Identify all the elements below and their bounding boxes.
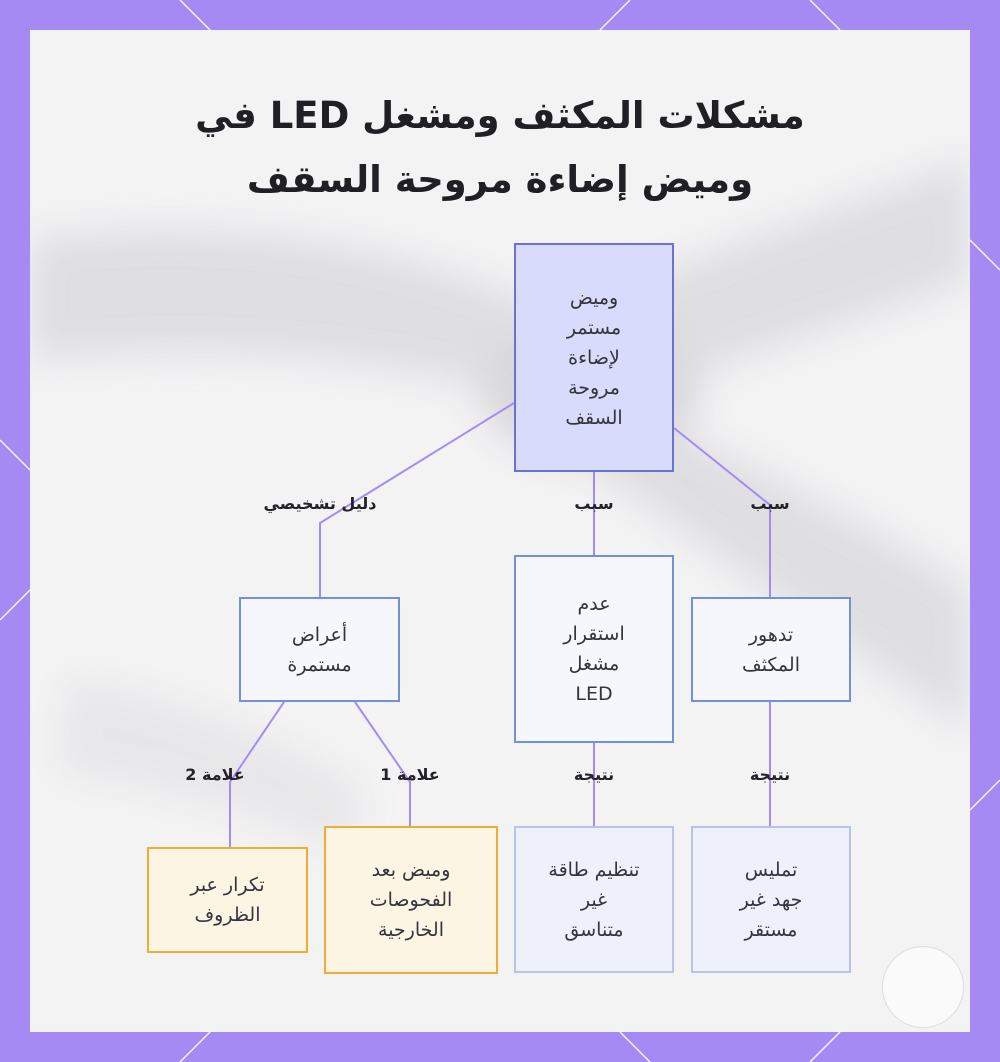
node-driver-line: استقرار	[563, 623, 625, 645]
edge-label-result-driver: نتيجة	[573, 765, 615, 784]
node-root-line: لإضاءة	[568, 346, 620, 369]
node-capacitor-degradation	[691, 597, 851, 702]
node-symptoms-line: أعراض	[291, 623, 348, 646]
node-recurrence-line: تكرار عبر	[190, 874, 265, 896]
node-driver-line: عدم	[577, 593, 611, 615]
node-driver-line: مشغل	[568, 653, 620, 675]
node-persistent-symptoms	[239, 597, 400, 702]
diagram-canvas	[30, 30, 970, 1032]
node-capacitor-line: تدهور	[748, 623, 794, 646]
node-root-line: وميض	[569, 286, 619, 309]
node-led-driver-instability	[514, 555, 674, 743]
node-recurrence-line: الظروف	[194, 904, 261, 926]
node-flicker-after-external-checks	[324, 826, 498, 974]
edge-label-cause-capacitor: سبب	[750, 494, 790, 513]
edge-root-to-capacitor	[674, 428, 770, 598]
node-power-line: تنظيم طاقة	[548, 858, 640, 881]
node-voltage-line: مستقر	[744, 918, 798, 941]
title-line-2: وميض إضاءة مروحة السقف	[246, 158, 754, 201]
node-root-flicker	[514, 243, 674, 472]
node-capacitor-line: المكثف	[742, 653, 800, 676]
node-inconsistent-power-regulation	[514, 826, 674, 973]
edge-label-cause-driver: سبب	[574, 494, 614, 513]
node-power-line: غير	[580, 888, 608, 911]
node-root-line: السقف	[565, 406, 623, 429]
node-driver-line: LED	[575, 683, 613, 705]
title-line-1: مشكلات المكثف ومشغل LED في	[195, 94, 805, 137]
node-after-checks-line: الفحوصات	[369, 889, 453, 911]
edge-label-result-capacitor: نتيجة	[749, 765, 791, 784]
node-power-line: متناسق	[564, 918, 624, 941]
edge-label-diagnostic: دليل تشخيصي	[263, 494, 377, 513]
edge-label-sign-1: علامة 1	[380, 765, 440, 784]
node-after-checks-line: الخارجية	[378, 919, 444, 941]
node-root-line: مروحة	[568, 376, 620, 399]
node-voltage-line: تمليس	[744, 858, 798, 881]
node-after-checks-line: وميض بعد	[371, 859, 451, 881]
node-root-line: مستمر	[566, 316, 622, 339]
node-unstable-voltage-smoothing	[691, 826, 851, 973]
watermark-badge	[882, 946, 964, 1028]
node-recurrence-across-conditions	[147, 847, 308, 953]
edge-label-sign-2: علامة 2	[185, 765, 245, 784]
node-voltage-line: جهد غير	[739, 888, 803, 911]
node-symptoms-line: مستمرة	[287, 653, 352, 676]
